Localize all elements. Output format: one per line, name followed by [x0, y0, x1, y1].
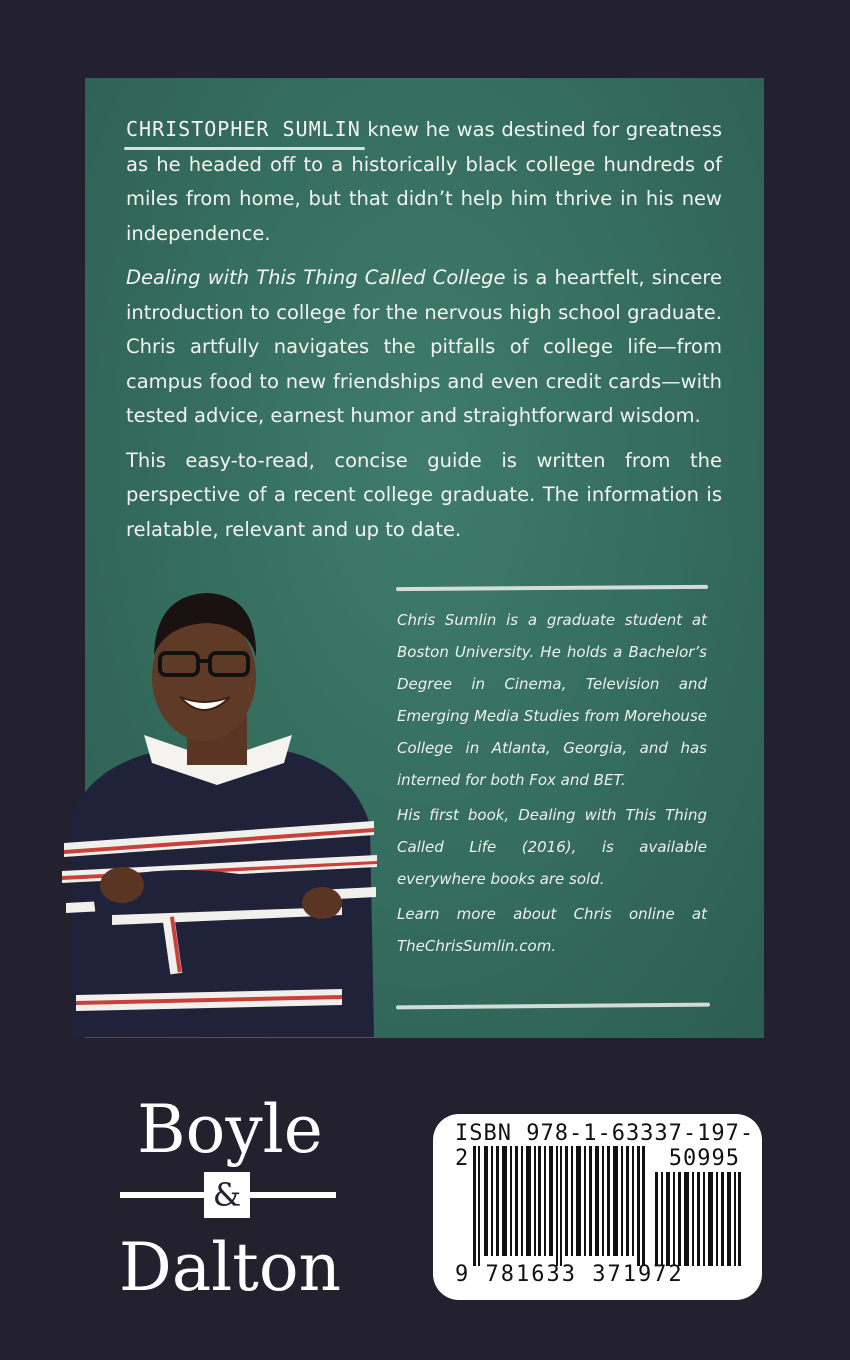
book-blurb	[126, 112, 722, 557]
isbn-barcode-box	[433, 1114, 762, 1300]
publisher-ampersand-rule	[90, 1172, 370, 1218]
blurb-paragraph-1	[126, 112, 722, 251]
publisher-rule-left	[120, 1192, 204, 1198]
blurb-paragraph-3: This easy-to-read, concise guide is written from the perspective of a recent college graduate. The information is relatable, relevant and up to date.	[126, 448, 722, 541]
main-barcode	[473, 1146, 645, 1266]
addon-barcode	[655, 1172, 741, 1266]
blurb-p1-text: knew he was destined for greatness as he headed off to a historically black college hundreds of miles from home, but that didn’t help him thrive in his new independence.	[126, 118, 722, 245]
bio-paragraph-1: Chris Sumlin is a graduate student at Boston University. He holds a Bachelor’s Degree in Cinema, Television and Emerging Media Studies from Morehouse College in Atlanta, Georgia, and has interned for both Fox and BET.	[397, 611, 707, 789]
ean-number: 9 781633 371972	[455, 1262, 684, 1287]
author-name-chalk: CHRISTOPHER SUMLIN	[126, 112, 361, 147]
publisher-rule-right	[250, 1192, 336, 1198]
publisher-logo	[90, 1090, 370, 1308]
publisher-name-line-2: Dalton	[118, 1229, 342, 1306]
blurb-paragraph-2	[126, 261, 722, 434]
publisher-ampersand: &	[204, 1172, 250, 1218]
author-photo	[52, 585, 382, 1037]
author-bio	[397, 604, 707, 965]
blurb-p2-text: is a heartfelt, sincere introduction to college for the nervous high school graduate. Chris artfully navigates the pitfalls of college life—from campus food to new friendships and even credit cards—with tested advice, earnest humor and straightforward wisdom.	[126, 266, 722, 427]
barcode-price-code: 50995	[668, 1146, 740, 1171]
bio-paragraph-2: His first book, Dealing with This Thing Called Life (2016), is available everywhere books are sold.	[397, 806, 707, 888]
bio-paragraph-3: Learn more about Chris online at TheChrisSumlin.com.	[397, 905, 707, 955]
isbn-number: ISBN 978-1-63337-197-2	[455, 1121, 755, 1171]
book-title-italic: Dealing with This Thing Called College	[126, 266, 506, 289]
publisher-name-line-1: Boyle	[137, 1091, 323, 1168]
